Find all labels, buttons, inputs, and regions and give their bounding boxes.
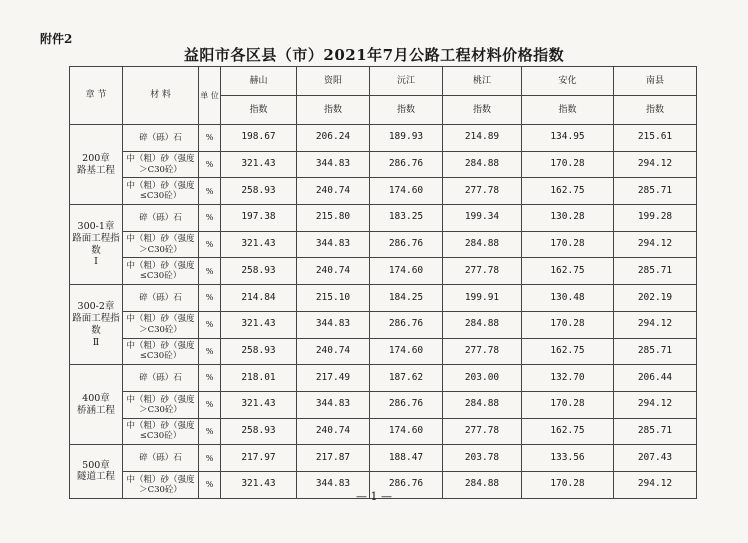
header-region: 南县 <box>614 67 697 96</box>
index-value-cell: 277.78 <box>443 258 522 285</box>
header-region: 赫山 <box>221 67 297 96</box>
unit-cell: % <box>199 445 221 472</box>
material-cell: 中（粗）砂（强度＞C30砼） <box>123 311 199 338</box>
index-value-cell: 203.00 <box>443 365 522 392</box>
index-value-cell: 277.78 <box>443 178 522 205</box>
material-cell: 碎（砾）石 <box>123 285 199 312</box>
material-cell: 中（粗）砂（强度≤C30砼） <box>123 338 199 365</box>
table-row <box>70 311 697 338</box>
index-value-cell: 344.83 <box>297 311 370 338</box>
index-value-cell: 206.44 <box>614 365 697 392</box>
index-value-cell: 294.12 <box>614 151 697 178</box>
index-value-cell: 174.60 <box>370 338 443 365</box>
index-value-cell: 217.97 <box>221 445 297 472</box>
chapter-cell: 200章 路基工程 <box>70 125 123 205</box>
index-value-cell: 286.76 <box>370 391 443 418</box>
index-value-cell: 214.84 <box>221 285 297 312</box>
chapter-cell: 400章 桥涵工程 <box>70 365 123 445</box>
material-cell: 中（粗）砂（强度＞C30砼） <box>123 391 199 418</box>
index-value-cell: 344.83 <box>297 151 370 178</box>
index-value-cell: 344.83 <box>297 471 370 498</box>
index-value-cell: 321.43 <box>221 151 297 178</box>
index-value-cell: 294.12 <box>614 391 697 418</box>
index-value-cell: 198.67 <box>221 125 297 152</box>
material-cell: 中（粗）砂（强度＞C30砼） <box>123 471 199 498</box>
material-cell: 碎（砾）石 <box>123 445 199 472</box>
header-chapter: 章 节 <box>70 67 123 125</box>
table-body <box>70 125 697 499</box>
header-unit: 单 位 <box>199 67 221 125</box>
header-region: 桃江 <box>443 67 522 96</box>
index-value-cell: 199.34 <box>443 205 522 232</box>
index-value-cell: 199.28 <box>614 205 697 232</box>
unit-cell: % <box>199 258 221 285</box>
material-cell: 碎（砾）石 <box>123 365 199 392</box>
index-value-cell: 240.74 <box>297 338 370 365</box>
unit-cell: % <box>199 311 221 338</box>
material-cell: 碎（砾）石 <box>123 205 199 232</box>
header-region: 资阳 <box>297 67 370 96</box>
index-value-cell: 277.78 <box>443 418 522 445</box>
material-cell: 中（粗）砂（强度＞C30砼） <box>123 231 199 258</box>
chapter-cell: 300-1章 路面工程指数 Ⅰ <box>70 205 123 285</box>
header-row-regions <box>70 67 697 96</box>
index-value-cell: 321.43 <box>221 311 297 338</box>
chapter-cell: 500章 隧道工程 <box>70 445 123 498</box>
index-value-cell: 130.48 <box>522 285 614 312</box>
table-row <box>70 258 697 285</box>
page-number: — 1 — <box>356 490 392 503</box>
index-value-cell: 162.75 <box>522 418 614 445</box>
unit-cell: % <box>199 418 221 445</box>
index-value-cell: 284.88 <box>443 151 522 178</box>
index-value-cell: 215.61 <box>614 125 697 152</box>
index-value-cell: 258.93 <box>221 258 297 285</box>
header-region: 沅江 <box>370 67 443 96</box>
index-value-cell: 240.74 <box>297 178 370 205</box>
index-value-cell: 285.71 <box>614 178 697 205</box>
table-row <box>70 445 697 472</box>
unit-cell: % <box>199 338 221 365</box>
table-row <box>70 125 697 152</box>
index-value-cell: 284.88 <box>443 391 522 418</box>
index-value-cell: 321.43 <box>221 231 297 258</box>
index-value-cell: 284.88 <box>443 471 522 498</box>
unit-cell: % <box>199 151 221 178</box>
index-value-cell: 277.78 <box>443 338 522 365</box>
unit-cell: % <box>199 231 221 258</box>
index-value-cell: 286.76 <box>370 231 443 258</box>
material-cell: 中（粗）砂（强度≤C30砼） <box>123 178 199 205</box>
index-value-cell: 207.43 <box>614 445 697 472</box>
material-cell: 中（粗）砂（强度≤C30砼） <box>123 418 199 445</box>
unit-cell: % <box>199 285 221 312</box>
index-value-cell: 215.10 <box>297 285 370 312</box>
table-row <box>70 418 697 445</box>
index-value-cell: 183.25 <box>370 205 443 232</box>
material-cell: 中（粗）砂（强度≤C30砼） <box>123 258 199 285</box>
index-value-cell: 188.47 <box>370 445 443 472</box>
index-value-cell: 258.93 <box>221 178 297 205</box>
index-value-cell: 162.75 <box>522 178 614 205</box>
header-sub-label: 指数 <box>522 96 614 125</box>
material-cell: 中（粗）砂（强度＞C30砼） <box>123 151 199 178</box>
table-row <box>70 365 697 392</box>
price-index-table <box>69 66 697 499</box>
index-value-cell: 132.70 <box>522 365 614 392</box>
index-value-cell: 170.28 <box>522 151 614 178</box>
index-value-cell: 284.88 <box>443 311 522 338</box>
table-row <box>70 391 697 418</box>
index-value-cell: 174.60 <box>370 258 443 285</box>
index-value-cell: 240.74 <box>297 418 370 445</box>
index-value-cell: 174.60 <box>370 418 443 445</box>
index-value-cell: 130.28 <box>522 205 614 232</box>
index-value-cell: 344.83 <box>297 231 370 258</box>
header-sub-label: 指数 <box>221 96 297 125</box>
index-value-cell: 170.28 <box>522 311 614 338</box>
index-value-cell: 321.43 <box>221 391 297 418</box>
header-sub-label: 指数 <box>370 96 443 125</box>
index-value-cell: 202.19 <box>614 285 697 312</box>
index-value-cell: 284.88 <box>443 231 522 258</box>
index-value-cell: 294.12 <box>614 471 697 498</box>
header-sub-label: 指数 <box>297 96 370 125</box>
header-sub-label: 指数 <box>614 96 697 125</box>
index-value-cell: 162.75 <box>522 258 614 285</box>
index-value-cell: 133.56 <box>522 445 614 472</box>
unit-cell: % <box>199 471 221 498</box>
index-value-cell: 344.83 <box>297 391 370 418</box>
index-value-cell: 218.01 <box>221 365 297 392</box>
index-value-cell: 285.71 <box>614 418 697 445</box>
index-value-cell: 189.93 <box>370 125 443 152</box>
table-row <box>70 285 697 312</box>
index-value-cell: 187.62 <box>370 365 443 392</box>
index-value-cell: 240.74 <box>297 258 370 285</box>
index-value-cell: 184.25 <box>370 285 443 312</box>
table-row <box>70 338 697 365</box>
material-cell: 碎（砾）石 <box>123 125 199 152</box>
table-row <box>70 205 697 232</box>
header-region: 安化 <box>522 67 614 96</box>
index-value-cell: 199.91 <box>443 285 522 312</box>
header-sub-label: 指数 <box>443 96 522 125</box>
index-value-cell: 321.43 <box>221 471 297 498</box>
index-value-cell: 294.12 <box>614 311 697 338</box>
index-value-cell: 217.49 <box>297 365 370 392</box>
index-value-cell: 258.93 <box>221 338 297 365</box>
table-row <box>70 178 697 205</box>
table-row <box>70 231 697 258</box>
index-value-cell: 162.75 <box>522 338 614 365</box>
table-row <box>70 151 697 178</box>
index-value-cell: 286.76 <box>370 311 443 338</box>
index-value-cell: 286.76 <box>370 151 443 178</box>
index-value-cell: 174.60 <box>370 178 443 205</box>
index-value-cell: 170.28 <box>522 231 614 258</box>
header-material: 材 料 <box>123 67 199 125</box>
index-value-cell: 285.71 <box>614 258 697 285</box>
index-value-cell: 258.93 <box>221 418 297 445</box>
attachment-label: 附件2 <box>40 32 73 46</box>
index-value-cell: 170.28 <box>522 471 614 498</box>
index-value-cell: 285.71 <box>614 338 697 365</box>
index-value-cell: 203.78 <box>443 445 522 472</box>
index-value-cell: 197.38 <box>221 205 297 232</box>
unit-cell: % <box>199 391 221 418</box>
unit-cell: % <box>199 205 221 232</box>
index-value-cell: 215.80 <box>297 205 370 232</box>
index-value-cell: 134.95 <box>522 125 614 152</box>
unit-cell: % <box>199 125 221 152</box>
index-value-cell: 294.12 <box>614 231 697 258</box>
unit-cell: % <box>199 178 221 205</box>
index-value-cell: 206.24 <box>297 125 370 152</box>
unit-cell: % <box>199 365 221 392</box>
index-value-cell: 214.89 <box>443 125 522 152</box>
index-value-cell: 217.87 <box>297 445 370 472</box>
index-value-cell: 286.76 <box>370 471 443 498</box>
index-value-cell: 170.28 <box>522 391 614 418</box>
chapter-cell: 300-2章 路面工程指数 Ⅱ <box>70 285 123 365</box>
document-title: 益阳市各区县（市）2021年7月公路工程材料价格指数 <box>183 46 565 64</box>
